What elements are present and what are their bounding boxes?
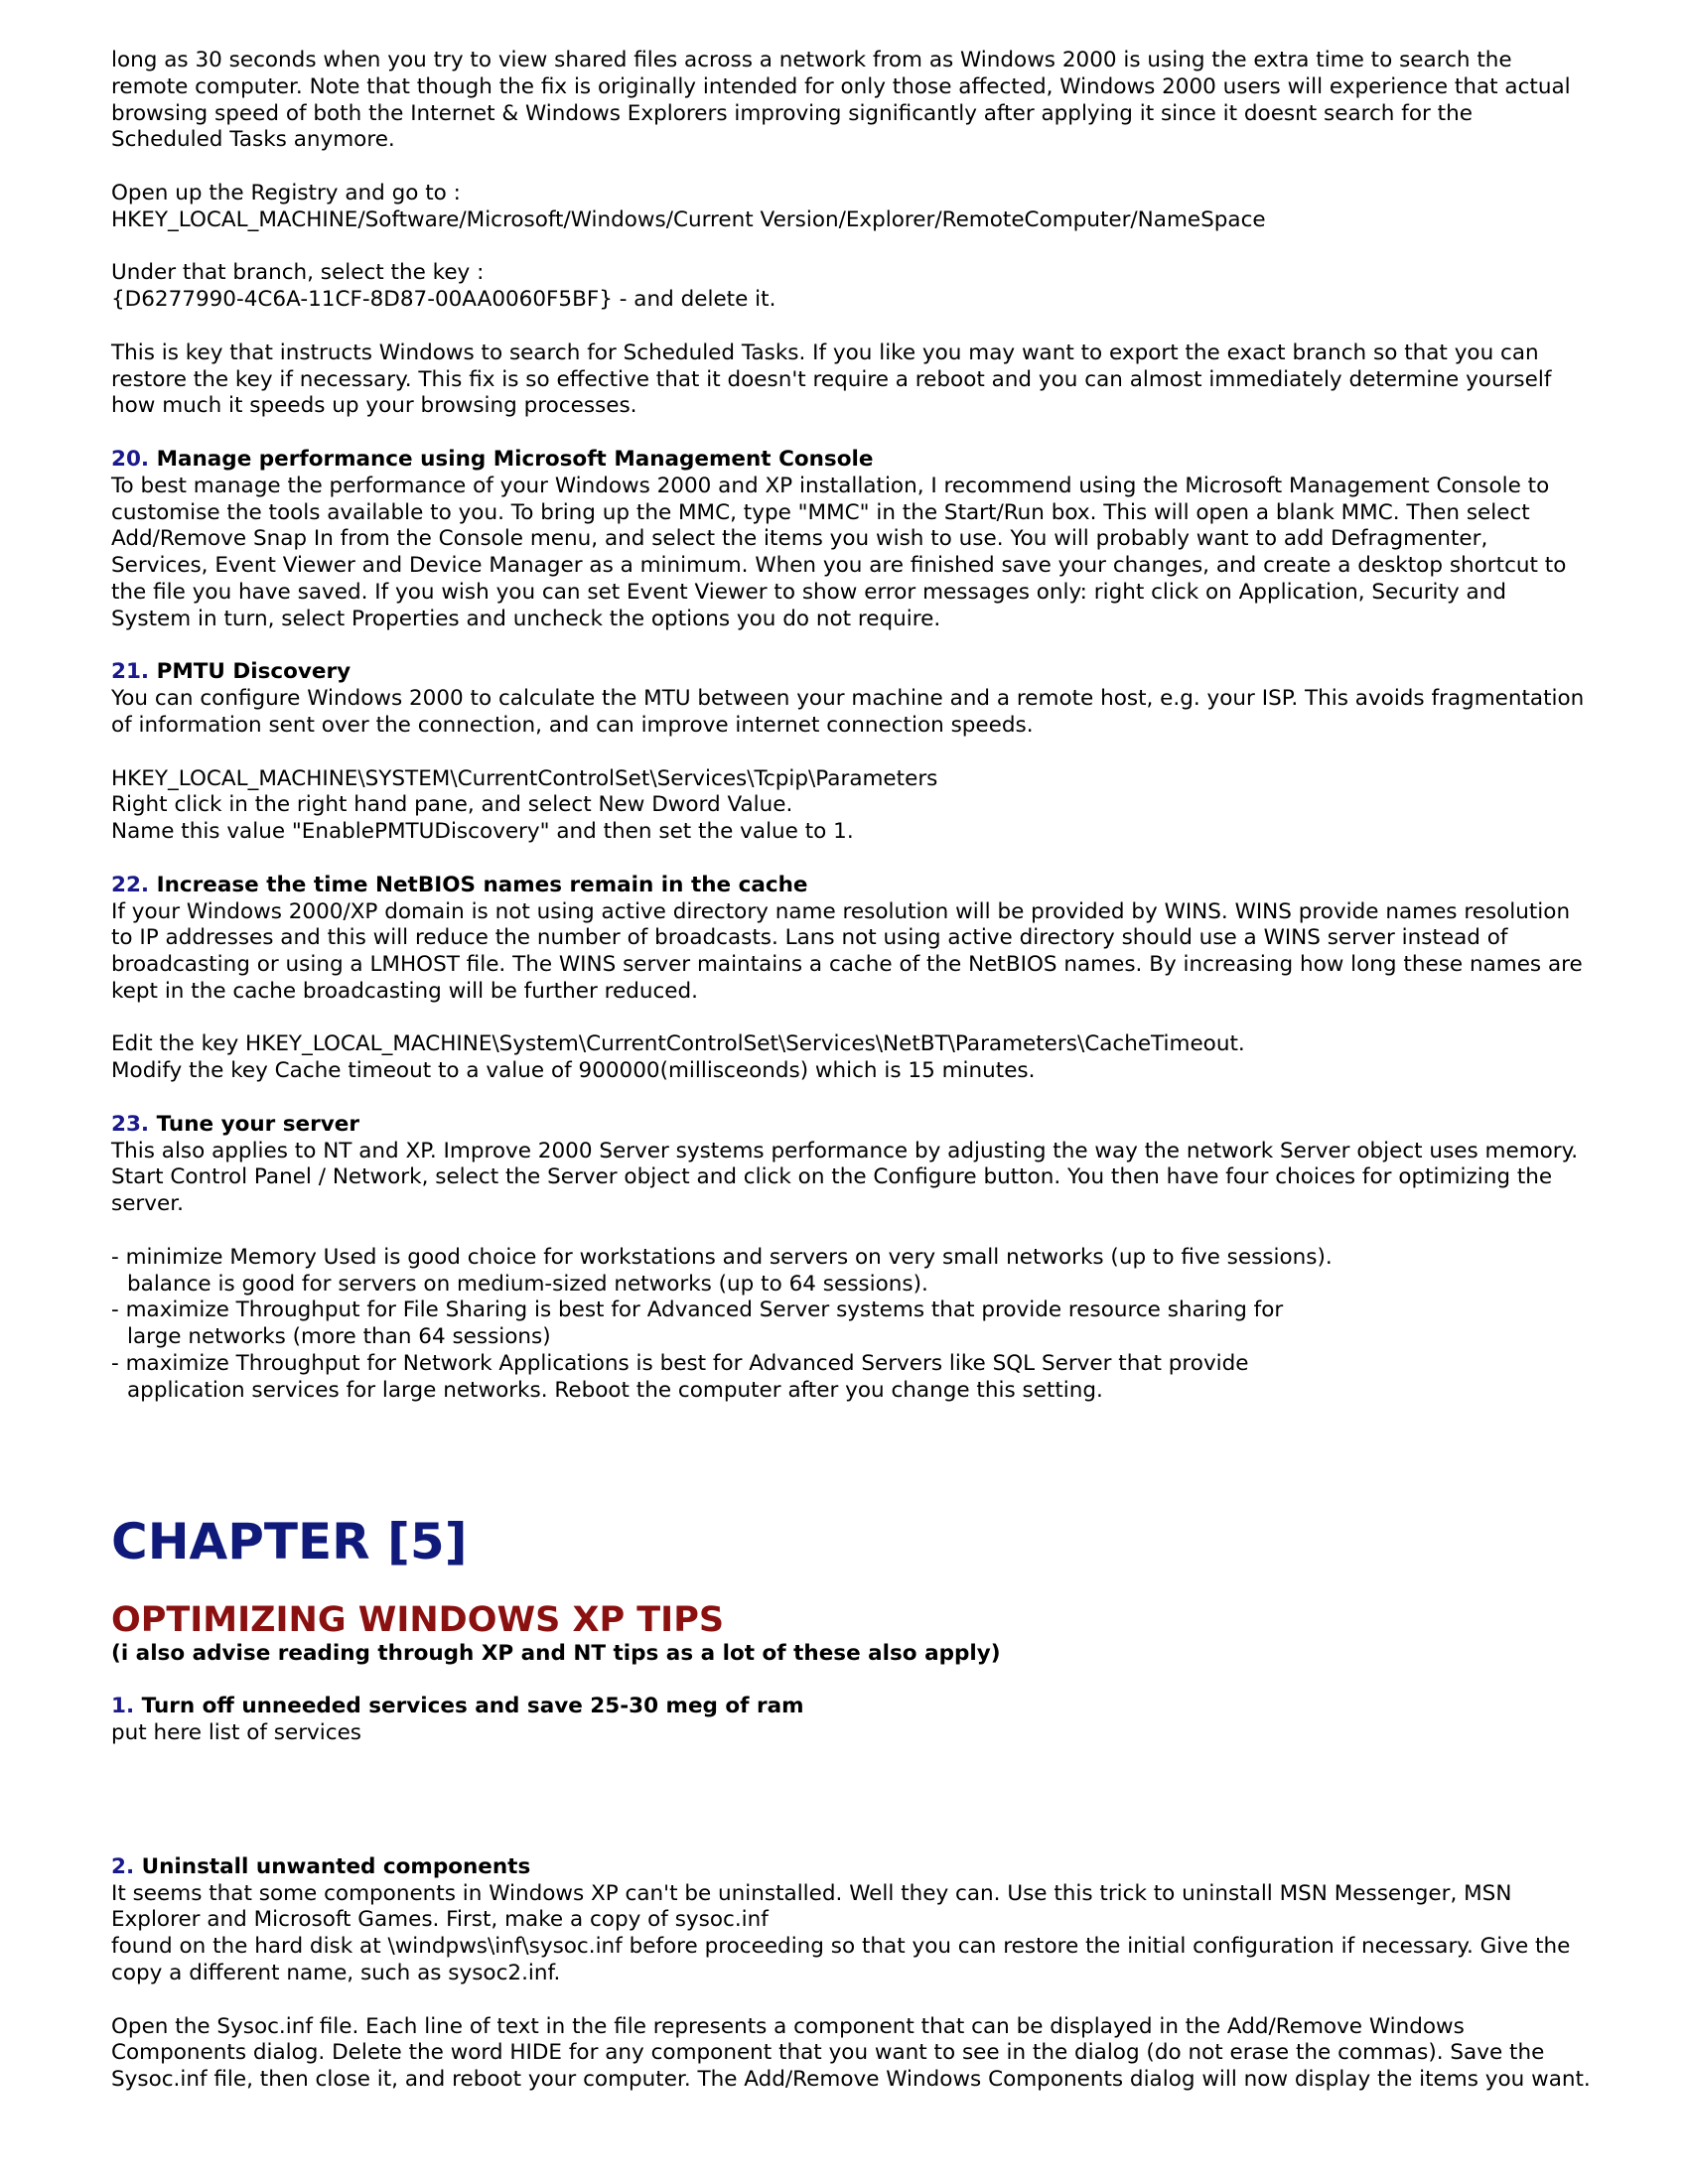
intro-paragraph: long as 30 seconds when you try to view shared files across a network from as Windows 2000 is using the extra time to search the remote computer. Note that though the fix is originally intended for only those affected, Windows 2000 users will experience that actual browsing speed of both the Internet & Windows Explorers improving significantly after applying it since it doesnt search for the Scheduled Tasks anymore. [111, 48, 1571, 153]
tip-body: If your Windows 2000/XP domain is not using active directory name resolution will be provided by WINS. WINS provide names resolution to IP addresses and this will reduce the number of broadcasts. Lans not using active directory should use a WINS server instead of broadcasting or using a LMHOST file. The WINS server maintains a cache of the NetBIOS names. By increasing how long these names are kept in the cache broadcasting will be further reduced. [111, 898, 1583, 1004]
tip-body: This also applies to NT and XP. Improve 2000 Server systems performance by adjusting the way the network Server object uses memory. Start Control Panel / Network, select the Server object and click on the Configure button. You then have four choices for optimizing the server. [111, 1138, 1579, 1217]
tip-heading-xp1 [111, 1694, 1591, 1720]
key-id: {D6277990-4C6A-11CF-8D87-00AA0060F5BF} - and delete it. [111, 287, 776, 313]
tip-number: 2. [111, 1853, 135, 1879]
section-title: OPTIMIZING WINDOWS XP TIPS [111, 1599, 725, 1640]
key-instruction: Under that branch, select the key : [111, 260, 485, 286]
tip-body: found on the hard disk at \windpws\inf\sysoc.inf before proceeding so that you can restore the initial configuration if necessary. Give the copy a different name, such as sysoc2.inf. [111, 1934, 1571, 1986]
tip-number: 20. [111, 446, 150, 472]
list-item: - maximize Throughput for File Sharing is best for Advanced Server systems that provide resource sharing for [111, 1297, 1284, 1323]
tip-number: 22. [111, 872, 150, 897]
document-page [111, 48, 1591, 2094]
tip-line: Right click in the right hand pane, and select New Dword Value. [111, 792, 793, 818]
tip-line: Name this value "EnablePMTUDiscovery" and then set the value to 1. [111, 819, 854, 845]
tip-body: You can configure Windows 2000 to calculate the MTU between your machine and a remote host, e.g. your ISP. This avoids fragmentation of information sent over the connection, and can improve internet connection speeds. [111, 686, 1585, 738]
tip-title: Increase the time NetBIOS names remain in the cache [156, 872, 808, 897]
section-subtitle: (i also advise reading through XP and NT tips as a lot of these also apply) [111, 1640, 1001, 1666]
list-item: application services for large networks. Reboot the computer after you change this setting. [127, 1377, 1103, 1403]
tip-heading-23 [111, 1112, 1591, 1139]
tip-heading-xp2 [111, 1854, 1591, 1881]
list-item: - minimize Memory Used is good choice for workstations and servers on very small networks (up to five sessions). [111, 1244, 1333, 1270]
registry-instruction: Open up the Registry and go to : [111, 180, 461, 205]
tip-number: 1. [111, 1694, 135, 1719]
chapter-title: CHAPTER [5] [111, 1512, 468, 1570]
key-explanation: This is key that instructs Windows to search for Scheduled Tasks. If you like you may want to export the exact branch so that you can restore the key if necessary. This fix is so effective that it doesn't require a reboot and you can almost immediately determine yourself how much it speeds up your browsing processes. [111, 340, 1552, 419]
tip-heading-21 [111, 659, 1591, 686]
tip-title: PMTU Discovery [156, 659, 352, 685]
tip-line: Modify the key Cache timeout to a value of 900000(millisceonds) which is 15 minutes. [111, 1058, 1036, 1084]
tip-number: 21. [111, 659, 150, 685]
tip-title: Manage performance using Microsoft Management Console [156, 446, 874, 472]
tip-number: 23. [111, 1111, 150, 1137]
list-item: balance is good for servers on medium-sized networks (up to 64 sessions). [127, 1271, 928, 1297]
tip-title: Tune your server [156, 1111, 359, 1137]
list-item: - maximize Throughput for Network Applications is best for Advanced Servers like SQL Server that provide [111, 1351, 1249, 1377]
tip-title: Uninstall unwanted components [141, 1853, 531, 1879]
tip-body: It seems that some components in Windows XP can't be uninstalled. Well they can. Use this trick to uninstall MSN Messenger, MSN Explorer and Microsoft Games. First, make a copy of sysoc.inf [111, 1880, 1512, 1933]
tip-body: Open the Sysoc.inf file. Each line of text in the file represents a component that can be displayed in the Add/Remove Windows Components dialog. Delete the word HIDE for any component that you want to see in the dialog (do not erase the commas). Save the Sysoc.inf file, then close it, and reboot your computer. The Add/Remove Windows Components dialog will now display the items you want. [111, 2013, 1591, 2093]
tip-line: Edit the key HKEY_LOCAL_MACHINE\System\CurrentControlSet\Services\NetBT\Parameters\CacheTimeout. [111, 1031, 1245, 1057]
tip-body: To best manage the performance of your Windows 2000 and XP installation, I recommend using the Microsoft Management Console to customise the tools available to you. To bring up the MMC, type "MMC" in the Start/Run box. This will open a blank MMC. Then select Add/Remove Snap In from the Console menu, and select the items you wish to use. You will probably want to add Defragmenter, Services, Event Viewer and Device Manager as a minimum. When you are finished save your changes, and create a desktop shortcut to the file you have saved. If you wish you can set Event Viewer to show error messages only: right click on Application, Security and System in turn, select Properties and uncheck the options you do not require. [111, 473, 1567, 631]
registry-path: HKEY_LOCAL_MACHINE\SYSTEM\CurrentControlSet\Services\Tcpip\Parameters [111, 765, 938, 791]
tip-heading-20 [111, 447, 1591, 474]
registry-path: HKEY_LOCAL_MACHINE/Software/Microsoft/Windows/Current Version/Explorer/RemoteComputer/NameSpace [111, 206, 1266, 232]
tip-title: Turn off unneeded services and save 25-30 meg of ram [141, 1694, 804, 1719]
list-item: large networks (more than 64 sessions) [127, 1324, 551, 1350]
tip-body: put here list of services [111, 1720, 362, 1746]
tip-heading-22 [111, 873, 1591, 899]
